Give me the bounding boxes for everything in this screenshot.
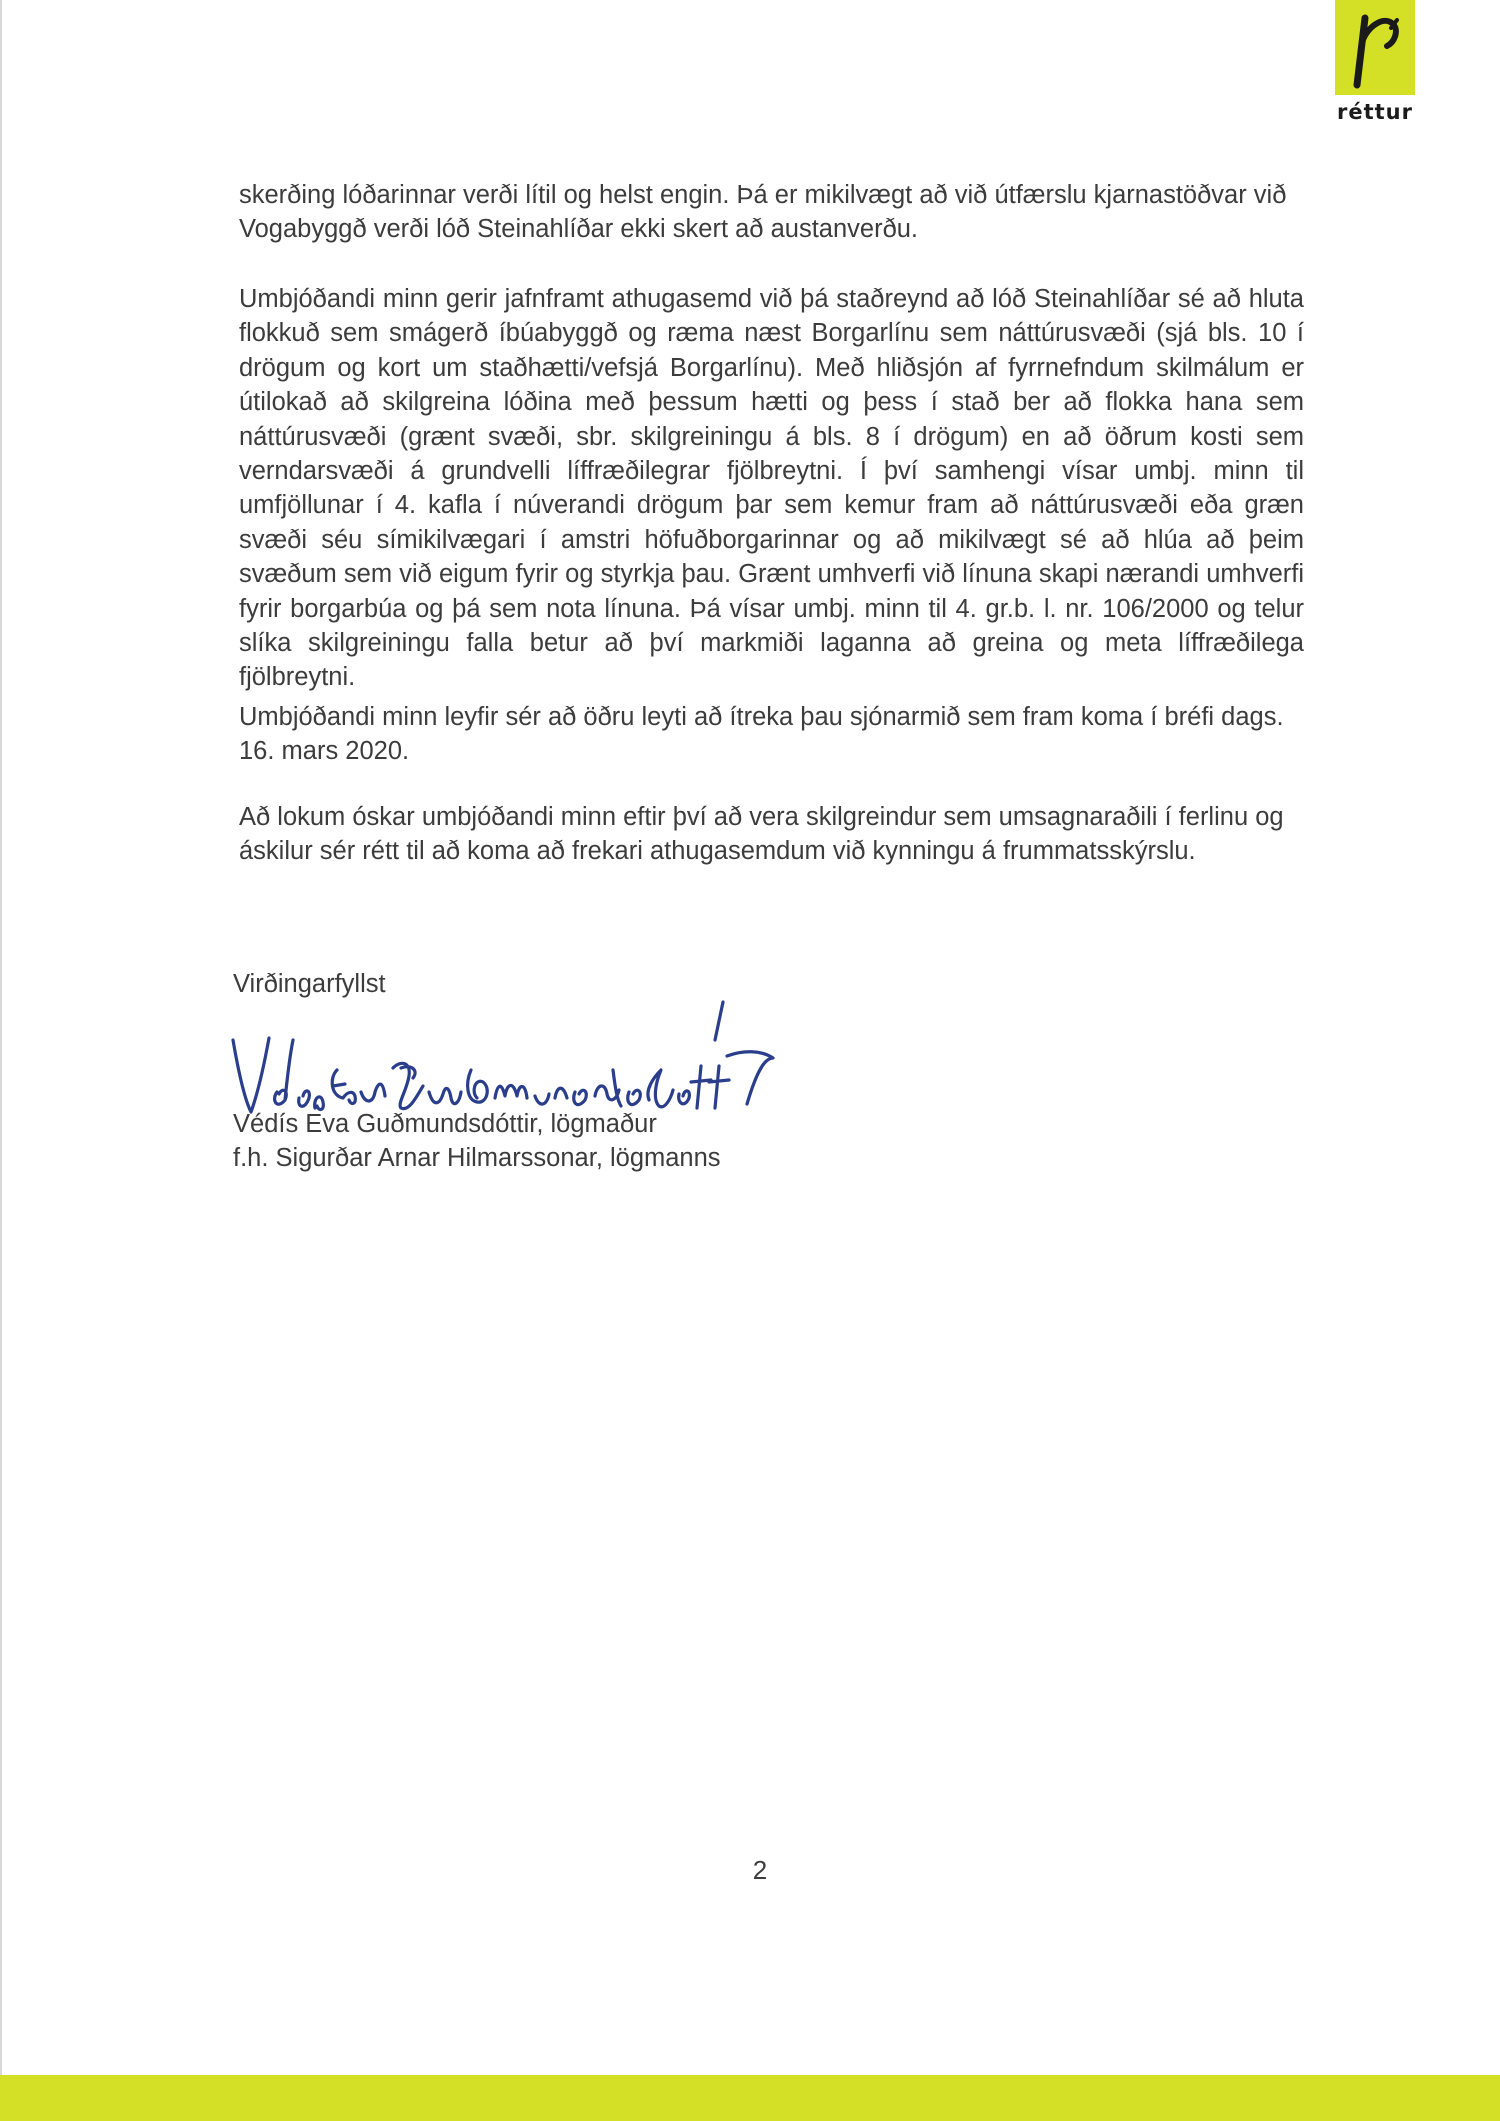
paragraph-text: Að lokum óskar umbjóðandi minn eftir því að vera skilgreindur sem umsagnaraðili í ferlinu og áskilur sér rétt til að koma að frekari athugasemdum við kynningu á frummatsskýrslu. (239, 803, 1284, 866)
scan-edge (0, 0, 2, 2121)
paragraph-1 (239, 178, 1304, 247)
paragraph-text: Umbjóðandi minn gerir jafnframt athugasemd við þá staðreynd að lóð Steinahlíðar sé að hluta flokkuð sem smágerð íbúabyggð og ræma næst Borgarlínu sem náttúrusvæði (sjá bls. 10 í drögum og kort um staðhætti/vefsjá Borgarlínu). Með hliðsjón af fyrrnefndum skilmálum er útilokað að skilgreina lóðina með þessum hætti og þess í stað ber að flokka hana sem náttúrusvæði (grænt svæði, sbr. skilgreiningu á bls. 8 í drögum) en að öðrum kosti sem verndarsvæði á grundvelli líffræðilegrar fjölbreytni. Í því samhengi vísar umbj. minn til umfjöllunar í 4. kafla í núverandi drögum þar sem kemur fram að náttúrusvæði eða græn svæði séu símikilvægari í amstri höfuðborgarinnar og að mikilvægt sé að hlúa að þeim svæðum sem við eigum fyrir og styrkja þau. Grænt umhverfi við línuna skapi nærandi umhverfi fyrir borgarbúa og þá sem nota línuna. Þá vísar umbj. minn til 4. gr.b. l. nr. 106/2000 og telur slíka skilgreiningu falla betur að því markmiði laganna að greina og meta líffræðilega fjölbreytni. (239, 285, 1304, 692)
signer-block (233, 1107, 721, 1175)
paragraph-4 (239, 800, 1304, 869)
paragraph-3 (239, 700, 1304, 769)
logo-r-glyph (1335, 0, 1415, 95)
paragraph-2 (239, 282, 1304, 695)
paragraph-text: skerðing lóðarinnar verði lítil og helst engin. Þá er mikilvægt að við útfærslu kjarnastöðvar við Vogabyggð verði lóð Steinahlíðar ekki skert að austanverðu. (239, 181, 1287, 244)
footer-accent-band (0, 2075, 1500, 2121)
logo-wordmark: réttur (1337, 100, 1413, 124)
signer-name: Védís Eva Guðmundsdóttir, lögmaður (233, 1110, 657, 1138)
signer-on-behalf: f.h. Sigurðar Arnar Hilmarssonar, lögmanns (233, 1144, 721, 1172)
closing-salutation: Virðingarfyllst (233, 970, 386, 998)
logo-mark (1335, 0, 1415, 95)
page-number: 2 (752, 1855, 768, 1885)
paragraph-text: Umbjóðandi minn leyfir sér að öðru leyti að ítreka þau sjónarmið sem fram koma í bréfi dags. 16. mars 2020. (239, 703, 1284, 766)
rettur-logo (1330, 0, 1420, 125)
